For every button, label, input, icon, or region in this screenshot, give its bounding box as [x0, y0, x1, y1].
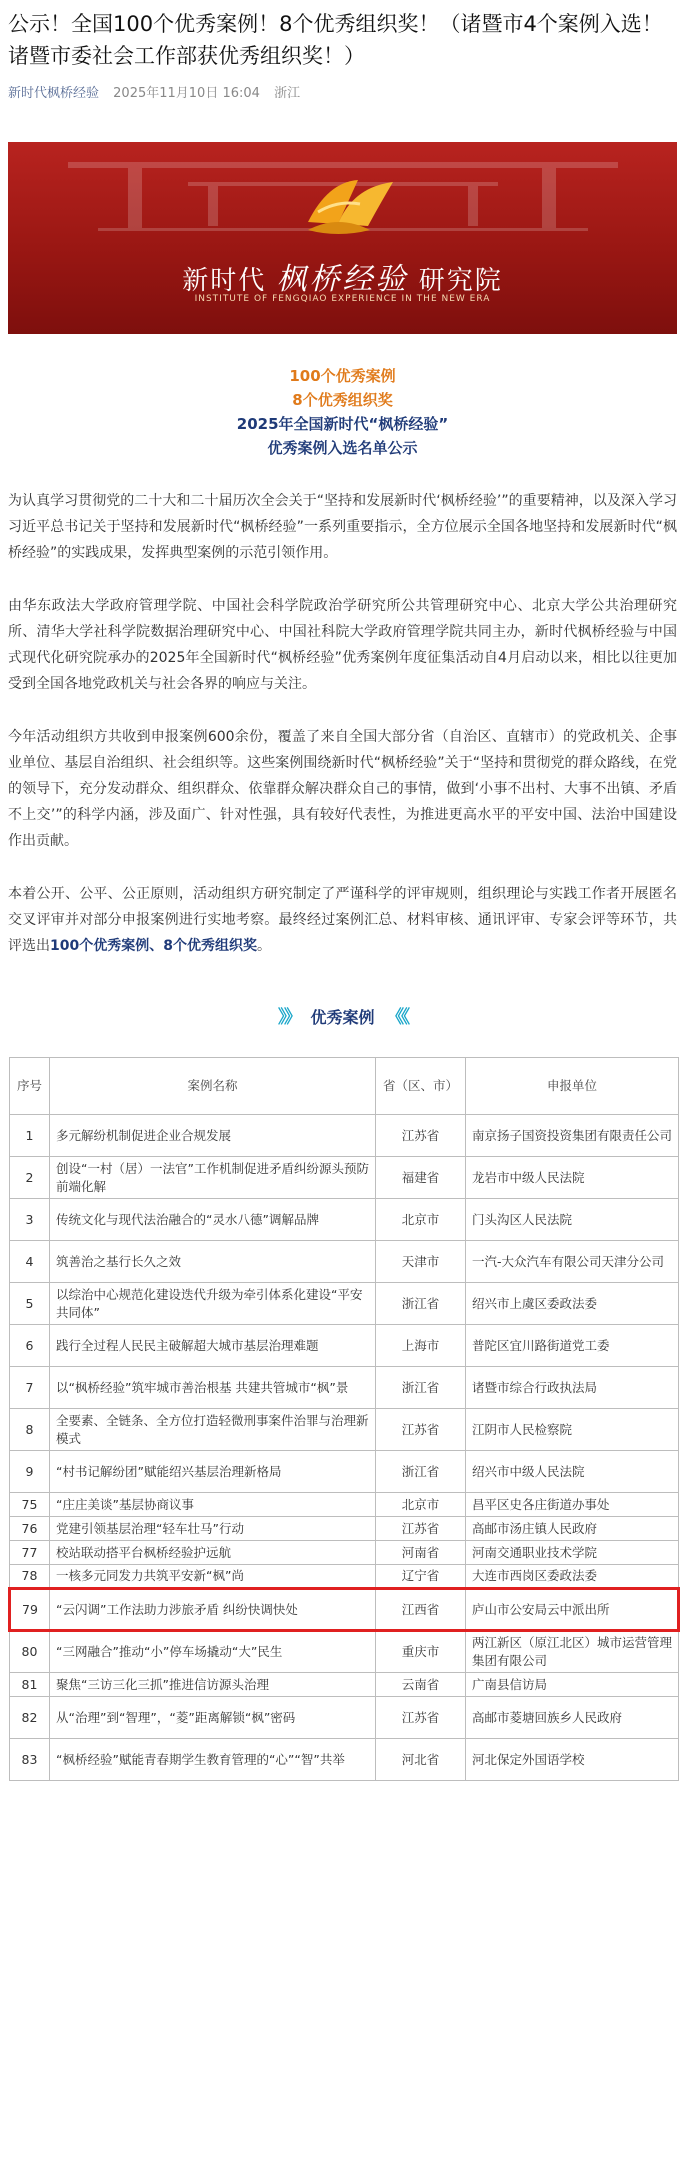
organizers-paragraph: 由华东政法大学政府管理学院、中国社会科学院政治学研究所公共管理研究中心、北京大学公共治理研究所、清华大学社科学院数据治理研究中心、中国社科院大学政府管理学院共同主办，新时代枫桥经验与中国式现代化研究院承办的2025年全国新时代“枫桥经验”优秀案例年度征集活动自4月启动以来，相比以往更加受到全国各地党政机关与社会各界的响应与关注。 [8, 598, 677, 692]
banner-artwork [8, 142, 677, 334]
cell-case-name: 从“治理”到“智理”，“菱”距离解锁“枫”密码 [50, 1697, 376, 1739]
cell-no: 2 [10, 1157, 50, 1199]
cell-no: 7 [10, 1367, 50, 1409]
article-date: 2025年11月10日 16:04 [113, 86, 260, 101]
cell-province: 浙江省 [376, 1283, 466, 1325]
cell-province: 江苏省 [376, 1697, 466, 1739]
cell-no: 3 [10, 1199, 50, 1241]
table-row [10, 1409, 679, 1451]
cell-case-name: 全要素、全链条、全方位打造轻微刑事案件治罪与治理新模式 [50, 1409, 376, 1451]
cell-no: 83 [10, 1739, 50, 1781]
cell-case-name: 一核多元同发力共筑平安新“枫”尚 [50, 1565, 376, 1589]
cell-province: 河北省 [376, 1739, 466, 1781]
table-row [10, 1325, 679, 1367]
cell-case-name: 校站联动搭平台枫桥经验护远航 [50, 1541, 376, 1565]
article-region: 浙江 [274, 86, 301, 101]
table-row [10, 1115, 679, 1157]
table-row [10, 1241, 679, 1283]
cell-case-name: 多元解纷机制促进企业合规发展 [50, 1115, 376, 1157]
cell-no: 6 [10, 1325, 50, 1367]
cell-no: 5 [10, 1283, 50, 1325]
headline-block [0, 364, 685, 460]
headline-line-3: 2025年全国新时代“枫桥经验” [236, 415, 449, 433]
cell-no: 4 [10, 1241, 50, 1283]
cell-province: 重庆市 [376, 1631, 466, 1673]
submissions-paragraph: 今年活动组织方共收到申报案例600余份，覆盖了来自全国大部分省（自治区、直辖市）的党政机关、企事业单位、基层自治组织、社会组织等。这些案例围绕新时代“枫桥经验”关于“坚持和贯彻党的群众路线，在党的领导下，充分发动群众、组织群众、依靠群众解决群众自己的事情，做到‘小事不出村、大事不出镇、矛盾不上交’”的科学内涵，涉及面广、针对性强，具有较好代表性，为推进更高水平的平安中国、法治中国建设作出贡献。 [8, 729, 677, 849]
banner-title-left: 新时代 [182, 266, 267, 296]
cell-no: 77 [10, 1541, 50, 1565]
cell-unit: 河北保定外国语学校 [466, 1739, 679, 1781]
cell-case-name: 聚焦“三访三化三抓”推进信访源头治理 [50, 1673, 376, 1697]
cell-province: 天津市 [376, 1241, 466, 1283]
cell-unit: 高邮市菱塘回族乡人民政府 [466, 1697, 679, 1739]
cell-case-name: 以综治中心规范化建设迭代升级为牵引体系化建设“平安共同体” [50, 1283, 376, 1325]
header-no: 序号 [10, 1058, 50, 1115]
table-row [10, 1739, 679, 1781]
cell-case-name: 以“枫桥经验”筑牢城市善治根基 共建共管城市“枫”景 [50, 1367, 376, 1409]
cell-province: 辽宁省 [376, 1565, 466, 1589]
banner-title-right: 研究院 [418, 266, 503, 296]
cell-no: 80 [10, 1631, 50, 1673]
cell-case-name: “村书记解纷团”赋能绍兴基层治理新格局 [50, 1451, 376, 1493]
article-source-link[interactable]: 新时代枫桥经验 [8, 86, 100, 101]
selection-highlight: 100个优秀案例、8个优秀组织奖 [50, 938, 257, 954]
banner-title-calligraphy: 枫桥经验 [276, 262, 409, 297]
table-row [10, 1283, 679, 1325]
table-row [10, 1493, 679, 1517]
table-row [10, 1367, 679, 1409]
cell-no: 78 [10, 1565, 50, 1589]
table-row [10, 1631, 679, 1673]
table-header-row [10, 1058, 679, 1115]
institute-banner [8, 142, 677, 334]
cell-province: 北京市 [376, 1199, 466, 1241]
cell-unit: 门头沟区人民法院 [466, 1199, 679, 1241]
cell-case-name: 筑善治之基行长久之效 [50, 1241, 376, 1283]
table-row [10, 1673, 679, 1697]
cell-province: 江苏省 [376, 1409, 466, 1451]
headline-line-2: 8个优秀组织奖 [292, 391, 393, 409]
table-row [10, 1541, 679, 1565]
cell-no: 81 [10, 1673, 50, 1697]
book-logo-icon [308, 180, 393, 234]
headline-line-4: 优秀案例入选名单公示 [267, 439, 418, 457]
cell-unit: 绍兴市中级人民法院 [466, 1451, 679, 1493]
table-row [10, 1451, 679, 1493]
cell-province: 浙江省 [376, 1367, 466, 1409]
section-title [0, 1003, 685, 1033]
cell-case-name: 践行全过程人民民主破解超大城市基层治理难题 [50, 1325, 376, 1367]
cell-unit: 大连市西岗区委政法委 [466, 1565, 679, 1589]
selection-paragraph [0, 881, 685, 959]
cell-no: 9 [10, 1451, 50, 1493]
cell-no: 79 [10, 1589, 50, 1631]
cell-no: 82 [10, 1697, 50, 1739]
cell-no: 1 [10, 1115, 50, 1157]
table-row [10, 1157, 679, 1199]
cell-no: 8 [10, 1409, 50, 1451]
cell-no: 75 [10, 1493, 50, 1517]
cell-unit: 普陀区宜川路街道党工委 [466, 1325, 679, 1367]
header-unit: 申报单位 [466, 1058, 679, 1115]
section-title-text: 优秀案例 [310, 1008, 375, 1027]
cell-unit: 江阴市人民检察院 [466, 1409, 679, 1451]
cell-unit: 昌平区史各庄街道办事处 [466, 1493, 679, 1517]
cell-unit: 高邮市汤庄镇人民政府 [466, 1517, 679, 1541]
cell-province: 北京市 [376, 1493, 466, 1517]
cell-province: 江西省 [376, 1589, 466, 1631]
cell-province: 福建省 [376, 1157, 466, 1199]
cell-unit: 庐山市公安局云中派出所 [466, 1589, 679, 1631]
cell-case-name: “云闪调”工作法助力涉旅矛盾 纠纷快调快处 [50, 1589, 376, 1631]
header-province: 省（区、市） [376, 1058, 466, 1115]
header-case-name: 案例名称 [50, 1058, 376, 1115]
cell-unit: 广南县信访局 [466, 1673, 679, 1697]
cell-province: 浙江省 [376, 1451, 466, 1493]
cell-case-name: “三网融合”推动“小”停车场撬动“大”民生 [50, 1631, 376, 1673]
cell-case-name: “庄庄美谈”基层协商议事 [50, 1493, 376, 1517]
cell-unit: 河南交通职业技术学院 [466, 1541, 679, 1565]
cell-case-name: 党建引领基层治理“轻车壮马”行动 [50, 1517, 376, 1541]
cell-province: 河南省 [376, 1541, 466, 1565]
banner-subtitle: INSTITUTE OF FENGQIAO EXPERIENCE IN THE NEW ERA [194, 294, 491, 304]
table-row [10, 1517, 679, 1541]
cell-province: 江苏省 [376, 1115, 466, 1157]
cell-unit: 绍兴市上虞区委政法委 [466, 1283, 679, 1325]
intro-paragraph: 为认真学习贯彻党的二十大和二十届历次全会关于“坚持和发展新时代‘枫桥经验’”的重要精神，以及深入学习习近平总书记关于坚持和发展新时代“枫桥经验”一系列重要指示，全方位展示全国各地坚持和发展新时代“枫桥经验”的实践成果，发挥典型案例的示范引领作用。 [8, 493, 677, 561]
table-row [10, 1199, 679, 1241]
cell-case-name: 创设“一村（居）一法官”工作机制促进矛盾纠纷源头预防前端化解 [50, 1157, 376, 1199]
cell-province: 江苏省 [376, 1517, 466, 1541]
cell-unit: 一汽-大众汽车有限公司天津分公司 [466, 1241, 679, 1283]
table-row [10, 1697, 679, 1739]
table-row [10, 1565, 679, 1589]
cell-no: 76 [10, 1517, 50, 1541]
cases-table [8, 1057, 680, 1781]
cell-unit: 南京扬子国资投资集团有限责任公司 [466, 1115, 679, 1157]
double-chevron-left-icon: 《《 [386, 1007, 408, 1028]
cell-case-name: “枫桥经验”赋能青春期学生教育管理的“心”“智”共举 [50, 1739, 376, 1781]
banner-title [8, 254, 677, 298]
cell-case-name: 传统文化与现代法治融合的“灵水八德”调解品牌 [50, 1199, 376, 1241]
article-meta [0, 72, 685, 106]
cases-table-wrapper [8, 1057, 677, 1781]
cell-unit: 两江新区（原江北区）城市运营管理集团有限公司 [466, 1631, 679, 1673]
cell-unit: 龙岩市中级人民法院 [466, 1157, 679, 1199]
cell-province: 云南省 [376, 1673, 466, 1697]
cell-province: 上海市 [376, 1325, 466, 1367]
article-title: 公示！全国100个优秀案例！8个优秀组织奖！（诸暨市4个案例入选！诸暨市委社会工作部获优秀组织奖！） [8, 12, 663, 68]
cell-unit: 诸暨市综合行政执法局 [466, 1367, 679, 1409]
table-row [10, 1589, 679, 1631]
double-chevron-right-icon: 》》 [277, 1007, 299, 1028]
selection-text: 本着公开、公平、公正原则，活动组织方研究制定了严谨科学的评审规则，组织理论与实践工作者开展匿名交叉评审并对部分申报案例进行实地考察。最终经过案例汇总、材料审核、通讯评审、专家会评等环节，共评选出 [8, 886, 677, 954]
selection-end: 。 [256, 938, 271, 954]
headline-line-1: 100个优秀案例 [289, 367, 396, 385]
